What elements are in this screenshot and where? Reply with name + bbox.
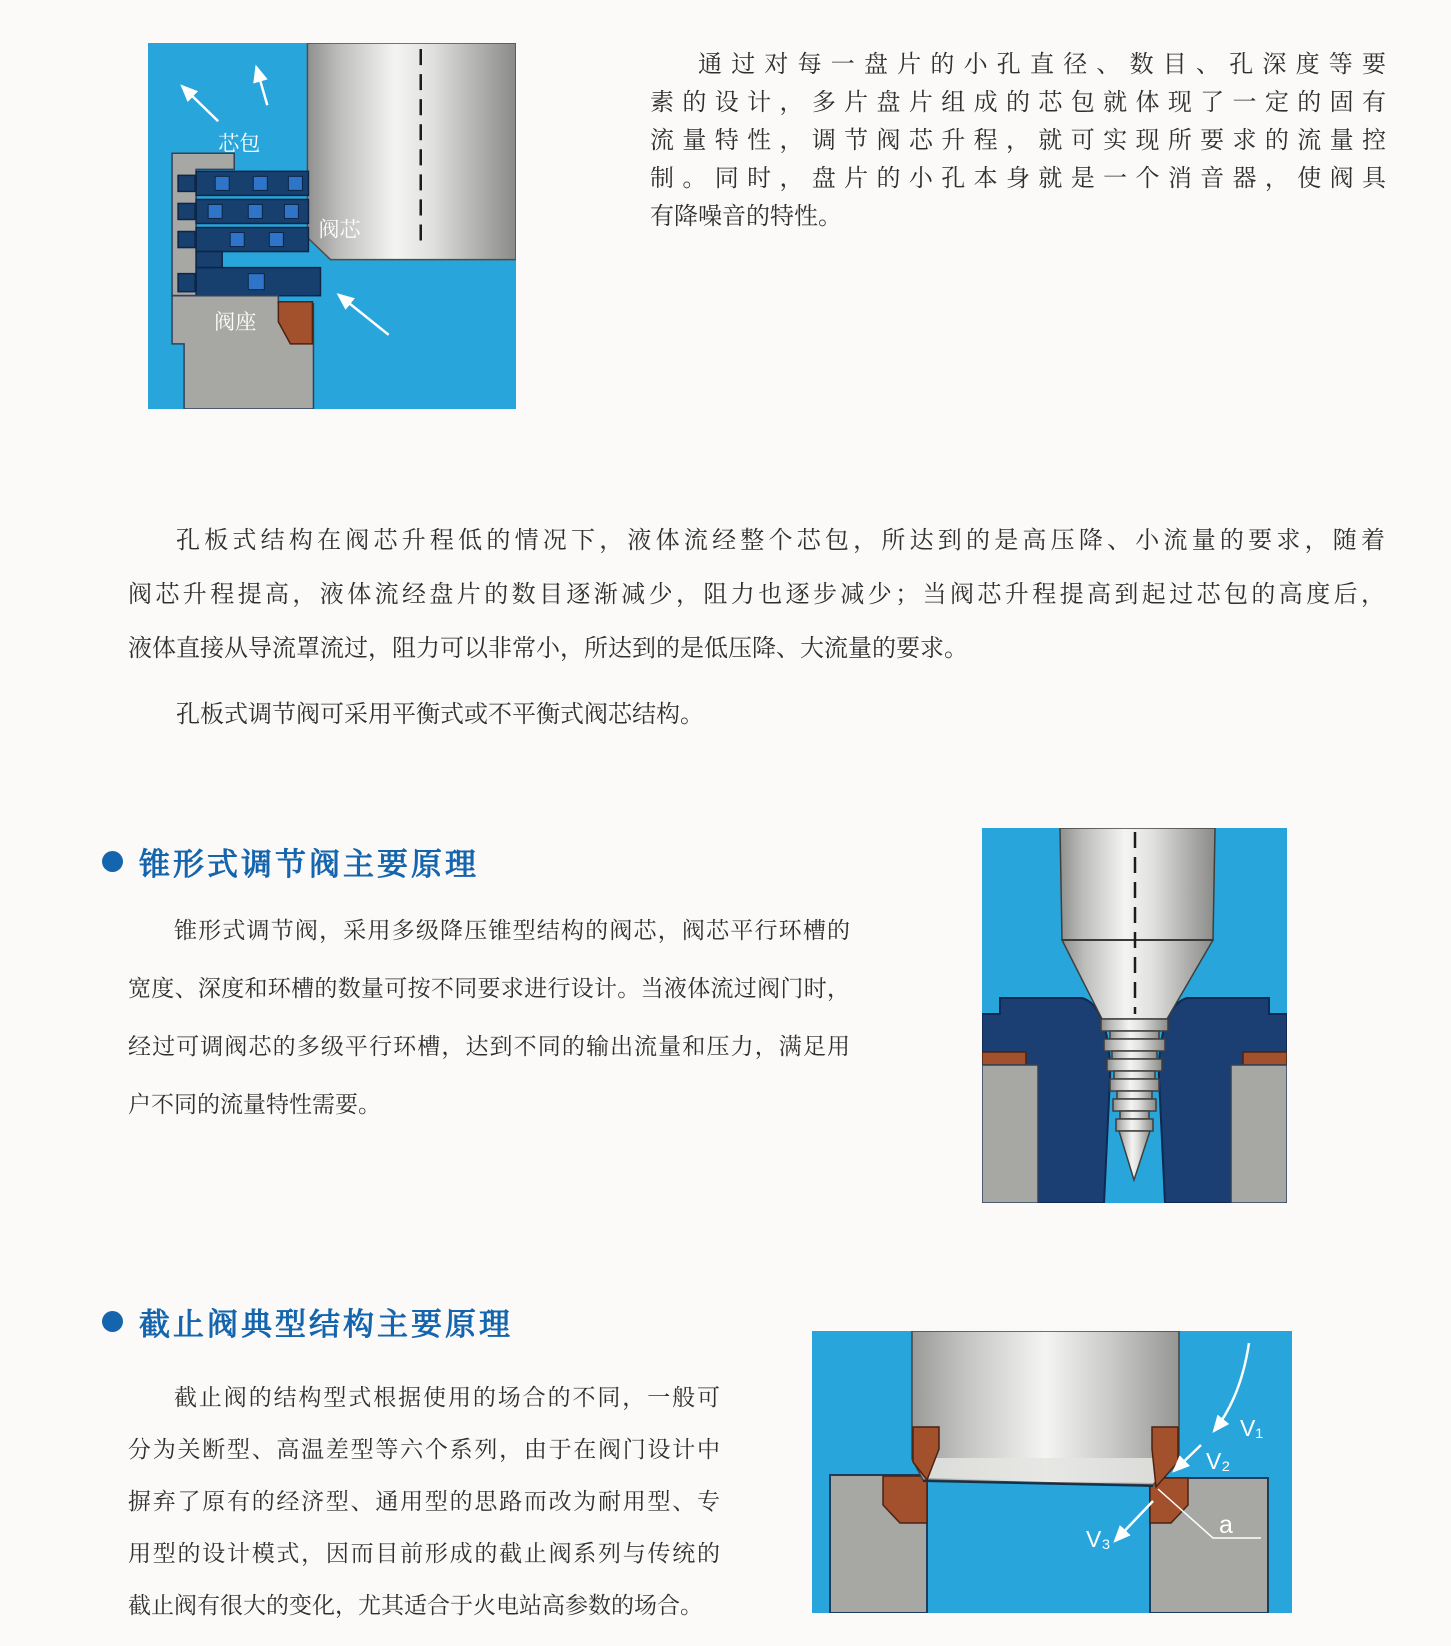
core-pack-diagram bbox=[148, 43, 516, 409]
disc-tab bbox=[178, 274, 195, 292]
plug-groove bbox=[1117, 1091, 1152, 1099]
balance-note bbox=[128, 696, 1385, 734]
text-line: 有降噪音的特性。 bbox=[650, 204, 842, 230]
text-line: 摒弃了原有的经济型、通用型的思路而改为耐用型、专 bbox=[128, 1489, 720, 1514]
plug-ridge bbox=[1113, 1099, 1156, 1111]
plug-ridge bbox=[1101, 1019, 1168, 1031]
text-line: 制。同时，盘片的小孔本身就是一个消音器，使阀具 bbox=[650, 166, 1386, 192]
section-title-text: 锥形式调节阀主要原理 bbox=[139, 847, 479, 882]
disc-spacer bbox=[196, 252, 222, 268]
bullet-icon bbox=[102, 851, 123, 872]
disc bbox=[196, 228, 308, 252]
plug-ridge bbox=[1104, 1039, 1165, 1051]
intro-paragraph bbox=[650, 46, 1386, 236]
label-v1: V₁ bbox=[1240, 1415, 1264, 1441]
text-line: 分为关断型、高温差型等六个系列，由于在阀门设计中 bbox=[128, 1437, 720, 1462]
label-v3: V₃ bbox=[1086, 1526, 1111, 1552]
text-line: 用型的设计模式，因而目前形成的截止阀系列与传统的 bbox=[128, 1541, 720, 1566]
disc-tab bbox=[178, 232, 195, 248]
section-title-text: 截止阀典型结构主要原理 bbox=[139, 1307, 513, 1342]
label-core-pack: 芯包 bbox=[218, 132, 261, 156]
text-line: 截止阀有很大的变化，尤其适合于火电站高参数的场合。 bbox=[128, 1593, 703, 1618]
plug-groove bbox=[1120, 1111, 1149, 1119]
text-line: 经过可调阀芯的多级平行环槽，达到不同的输出流量和压力，满足用 bbox=[128, 1034, 850, 1059]
seat-ring-left bbox=[982, 1052, 1026, 1065]
text-line: 截止阀的结构型式根据使用的场合的不同，一般可 bbox=[174, 1385, 720, 1410]
label-valve-seat: 阀座 bbox=[214, 310, 257, 334]
text-line: 孔板式结构在阀芯升程低的情况下，液体流经整个芯包，所达到的是高压降、小流量的要求，随着 bbox=[176, 528, 1385, 554]
text-line: 通过对每一盘片的小孔直径、数目、孔深度等要 bbox=[698, 52, 1386, 78]
plug-stem bbox=[1060, 828, 1215, 940]
plug-ridge bbox=[1110, 1079, 1159, 1091]
text-line: 阀芯升程提高，液体流经盘片的数目逐渐减少，阻力也逐步减少；当阀芯升程提高到起过芯包的高度后， bbox=[128, 582, 1385, 608]
label-v2: V₂ bbox=[1206, 1448, 1231, 1474]
outer-body-right bbox=[1231, 1065, 1287, 1203]
stop-valve-diagram bbox=[812, 1331, 1292, 1613]
cone-valve-diagram bbox=[982, 828, 1287, 1203]
text-line: 流量特性，调节阀芯升程，就可实现所要求的流量控 bbox=[650, 128, 1386, 154]
plug-groove bbox=[1112, 1051, 1157, 1059]
text-line: 户不同的流量特性需要。 bbox=[128, 1092, 381, 1117]
section-title-cone bbox=[102, 839, 479, 884]
bullet-icon bbox=[102, 1311, 123, 1332]
plug-groove bbox=[1110, 1031, 1159, 1039]
disc-tab bbox=[178, 203, 195, 219]
text-line: 锥形式调节阀，采用多级降压锥型结构的阀芯，阀芯平行环槽的 bbox=[174, 918, 850, 943]
text-line: 液体直接从导流罩流过，阻力可以非常小，所达到的是低压降、大流量的要求。 bbox=[128, 636, 968, 662]
plug-groove bbox=[1114, 1071, 1155, 1079]
disc-tab bbox=[178, 175, 195, 191]
label-a: a bbox=[1219, 1511, 1233, 1539]
outer-body-left bbox=[982, 1065, 1038, 1203]
text-line: 孔板式调节阀可采用平衡式或不平衡式阀芯结构。 bbox=[176, 702, 704, 728]
plug-ridge bbox=[1107, 1059, 1162, 1071]
section-title-stop bbox=[102, 1299, 513, 1344]
plug-ridge bbox=[1116, 1119, 1153, 1131]
cone-valve-paragraph bbox=[128, 902, 850, 1134]
text-line: 宽度、深度和环槽的数量可按不同要求进行设计。当液体流过阀门时， bbox=[128, 976, 850, 1001]
stop-valve-paragraph bbox=[128, 1372, 720, 1632]
seat-ring-right bbox=[1243, 1052, 1287, 1065]
orifice-structure-paragraph bbox=[128, 514, 1385, 676]
label-valve-core: 阀芯 bbox=[318, 218, 361, 242]
text-line: 素的设计，多片盘片组成的芯包就体现了一定的固有 bbox=[650, 90, 1386, 116]
